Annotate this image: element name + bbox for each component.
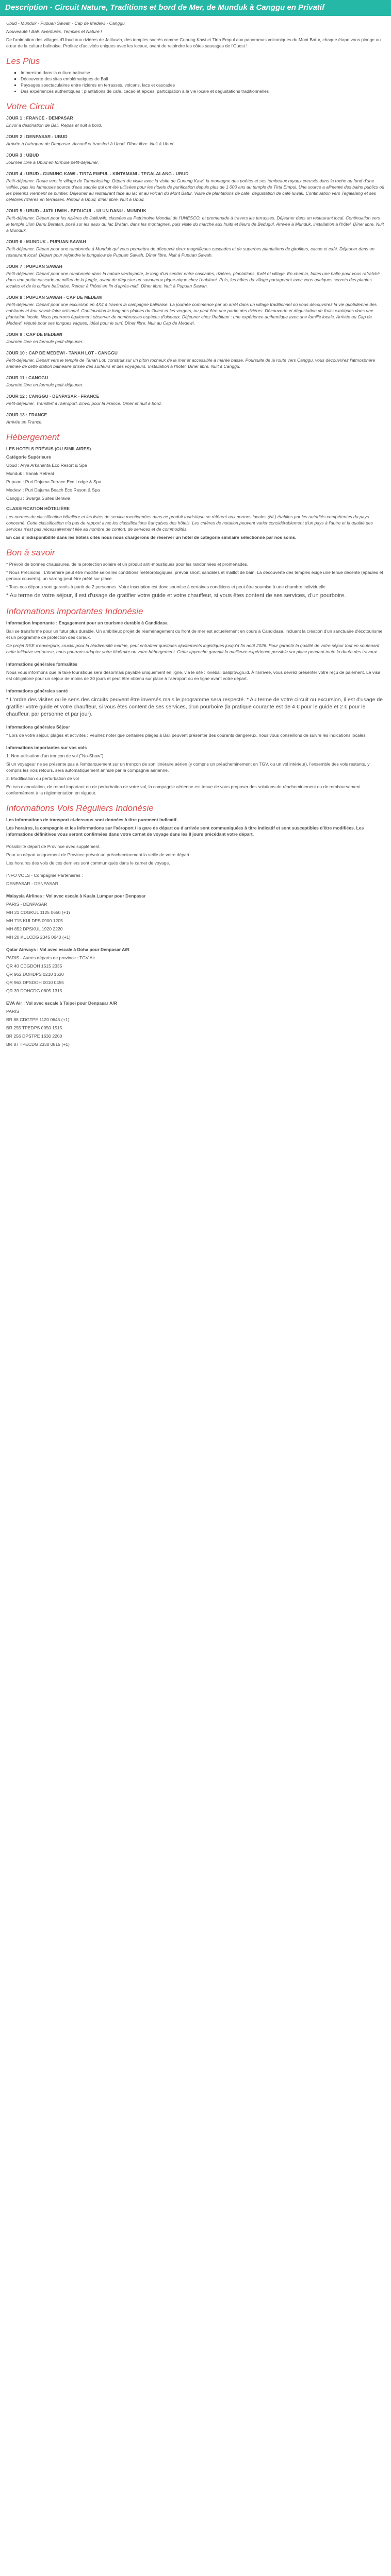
intro-text: De l'animation des villages d'Ubud aux rizières de Jatiluwih, des temples sacrés comme Gunung Kawi et Tirta Empul aux panoramas volcaniques du Mont Batur, chaque étape vous plonge au cœur de la culture balinaise. Profitez d'activités uniques avec les locaux, avant de rejoindre les côtes sauvages de l'Ouest ! xyxy=(6,37,381,48)
section-title-informations: Informations importantes Indonésie xyxy=(6,606,143,616)
flight-line: BR 255 TPEDPS 0950 1515 xyxy=(6,1025,62,1030)
flight-line: MH 715 KULDPS 0900 1205 xyxy=(6,918,63,923)
day-description: Petit-déjeuner. Départ vers le temple de Tanah Lot, construit sur un piton rocheux de la mer et accessible à marée basse. Poursuite de la route vers Canggu, vous découvrirez l'atmosphère animée de cette station balnéaire prisée des surfeurs et des voyageurs. Installation à l'hôtel. Dîner libre. Nuit à Canggu. xyxy=(6,358,376,369)
info-text: Nous vous informons que la taxe touristique sera désormais payable uniquement en ligne, via le site : lovebali.baliprov.go.id. À l'arrivée, vous devrez présenter votre reçu de paiement. Le visa est obligatoire pour un séjour de moins de 30 jours et peut être obtenu sur place à l'aéroport ou en ligne avant votre départ. xyxy=(6,670,381,681)
info-heading-vols: Informations importantes sur vos vols xyxy=(6,745,87,750)
vols-airline-sub: PARIS - DENPASAR xyxy=(6,902,47,907)
info-heading-sante: Informations générales santé xyxy=(6,688,68,693)
section-title-bon-a-savoir: Bon à savoir xyxy=(6,548,55,557)
day-block xyxy=(6,331,385,345)
plus-list xyxy=(6,70,385,94)
info-heading-sejour: Informations générales Séjour xyxy=(6,724,70,730)
day-description: Petit-déjeuner. Départ pour une excursion en 4X4 à travers la campagne balinaise. La journée commence par un arrêt dans un village traditionnel où vous découvrirez la vie quotidienne des habitants et leur savoir-faire artisanal. Continuation le long des plaines du Ouest et les vergers, ou peut-être une partie des rizières. Découverte et dégustation de fruits exotiques dans une plantation locale. Nous pourrons également observer de nombreuses espèces d'oiseaux. Déjeuner chez l'habitant : une expérience authentique avec une famille locale. Arrivée au Cap de Medewi, réputé pour ses longues vagues, idéal pour le surf. Dîner libre. Nuit au Cap de Medewi. xyxy=(6,302,377,326)
day-description: Petit-déjeuner. Transfert à l'aéroport. Envol pour la France. Dîner et nuit à bord. xyxy=(6,401,162,406)
hotel-line: Pupuan : Puri Dajuma Terrace Eco Lodge & Spa xyxy=(6,479,102,484)
day-block xyxy=(6,393,385,406)
hotels-category: Catégorie Supérieure xyxy=(6,454,51,460)
vols-info-title: INFO VOLS - Compagnie Partenaires : xyxy=(6,873,83,878)
day-block xyxy=(6,412,385,425)
day-block xyxy=(6,350,385,369)
day-title: JOUR 4 : UBUD - GUNUNG KAWI - TIRTA EMPUL - KINTAMANI - TEGALALANG - UBUD xyxy=(6,171,189,176)
section-title-hebergement: Hébergement xyxy=(6,432,60,442)
hotel-line: Munduk : Sanak Retreat xyxy=(6,471,54,476)
day-description: Arrivée en France. xyxy=(6,419,43,425)
vols-intro: Les informations de transport ci-dessous sont données à titre purement indicatif. xyxy=(6,817,178,822)
plus-item: ▪ Des expériences authentiques : plantations de café, cacao et épices, participation à la vie locale et dégustations traditionnelles xyxy=(21,88,385,94)
hotels-heading: LES HOTELS PRÉVUS (OU SIMILAIRES) xyxy=(6,446,91,451)
day-description: Petit-déjeuner. Départ pour une randonnée dans la nature verdoyante, le long d'un sentier entre cascades, rizières, plantations, forêt et village. En chemin, faites une halte pour vous rafraîchir dans une petite cascade au milieu de la jungle, avant de déguster un savoureux pique-nique chez l'habitant. Puis, les hôtes du village partageront avec vous quelques secrets des plantes locales et de la culture balinaise. Retour à l'hôtel en fin d'après-midi. Dîner libre. Nuit à Pupuan Sawah. xyxy=(6,271,380,289)
day-title: JOUR 2 : DENPASAR - UBUD xyxy=(6,134,68,139)
section-title-vols: Informations Vols Réguliers Indonésie xyxy=(6,803,154,813)
route-subtitle: Ubud - Munduk - Pupuan Sawah - Cap de Medewi - Canggu xyxy=(6,21,125,26)
bon-text: * Nous Précisons : L'itinéraire peut être modifié selon les conditions météorologiques, prévoir short, sandales et maillot de bain. La découverte des temples exige une tenue décente (épaules et genoux couverts), un sarong peut être prêté sur place. xyxy=(6,570,383,581)
info-block xyxy=(6,620,385,796)
vols-note: Les horaires des vols de ces derniers sont communiqués dans le carnet de voyage. xyxy=(6,860,170,866)
info-text: * L'ordre des visites ou le sens des circuits peuvent être inversés mais le programme sera respecté. * Au terme de votre circuit ou excursion, il est d'usage de gratifier votre guide et votre chauffeur, si vous êtes content de ses services, d'un pourboire (la pratique courante est de 4 € pour le guide et 2 € pour le chauffeur, par personne et par jour). xyxy=(6,697,383,717)
day-title: JOUR 9 : CAP DE MEDEWI xyxy=(6,332,62,337)
day-title: JOUR 6 : MUNDUK - PUPUAN SAWAH xyxy=(6,239,86,244)
day-title: JOUR 5 : UBUD - JATILUWIH - BEDUGUL - ULUN DANU - MUNDUK xyxy=(6,208,146,213)
day-title: JOUR 7 : PUPUAN SAWAH xyxy=(6,264,62,269)
bon-a-savoir-block xyxy=(6,561,385,599)
vols-note: Possibilité départ de Province avec supplément. xyxy=(6,844,101,849)
day-description: Petit-déjeuner. Route vers le village de Tampaksiring. Départ de visite avec la visite de Gunung Kawi, la montagne des poètes et ses tombeaux royaux creusés dans la roche au fond d'une vallée, puis les fameuses source d'eau sacrée qui ont été utilisées pour les rituels de purification depuis plus de 1 000 ans au temple de Tirta Empul. Une source a alimenté des bains publics où les pèlerins viennent se purifier. Déjeuner au restaurant face au lac et au volcan du Mont Batur. Visite de plantations de café, dégustation de café luwak. Continuation vers Tegalalang et ses célèbres rizières en terrasses. Retour à Ubud, dîner libre. Nuit à Ubud. xyxy=(6,178,384,202)
vols-airline-heading: Qatar Airways : Vol avec escale à Doha pour Denpasar A/R xyxy=(6,947,129,952)
page xyxy=(0,0,391,1047)
day-title: JOUR 1 : FRANCE - DENPASAR xyxy=(6,115,73,121)
info-text: * Lors de votre séjour, plages et activités : Veuillez noter que certaines plages à Bali peuvent présenter des courants dangereux, nous vous conseillons de suivre les indications locales. xyxy=(6,733,367,738)
flight-line: MH 21 CDGKUL 1125 0650 (+1) xyxy=(6,910,70,915)
hotels-block xyxy=(6,446,385,501)
vols-route: DENPASAR - DENPASAR xyxy=(6,881,58,886)
info-text: 2. Modification ou perturbation de vol xyxy=(6,776,79,781)
day-title: JOUR 3 : UBUD xyxy=(6,152,39,158)
day-block xyxy=(6,294,385,326)
day-title: JOUR 11 : CANGGU xyxy=(6,375,48,380)
info-heading-formalites: Informations générales formalités xyxy=(6,662,78,667)
vols-block xyxy=(6,817,385,1047)
content xyxy=(0,20,391,1047)
day-description: Journée libre en formule petit-déjeuner. xyxy=(6,382,84,387)
day-block xyxy=(6,263,385,289)
hotel-line: Ubud : Arya Arkananta Eco Resort & Spa xyxy=(6,463,87,468)
day-block xyxy=(6,133,385,147)
vols-airline-sub: PARIS xyxy=(6,1009,20,1014)
bon-text-large: * Au terme de votre séjour, il est d'usage de gratifier votre guide et votre chauffeur, si vous êtes content de ses services, d'un pourboire. xyxy=(6,592,346,599)
flight-line: QR 39 DOHCDG 0805 1315 xyxy=(6,988,62,993)
flight-line: QR 962 DOHDPS 0210 1630 xyxy=(6,972,64,977)
flight-line: MH 852 DPSKUL 1920 2220 xyxy=(6,926,63,931)
plus-item: ▪ Découverte des sites emblématiques de Bali xyxy=(21,76,385,82)
info-text: 1. Non-utilisation d'un tronçon de vol ("No-Show"). xyxy=(6,753,105,758)
classification-block xyxy=(6,505,385,540)
hotel-line: Medewi : Puri Dajuma Beach Eco Resort & Spa xyxy=(6,487,100,493)
day-block xyxy=(6,171,385,202)
day-description: Petit-déjeuner. Départ pour une randonnée à Munduk qui vous permettra de découvrir deux magnifiques cascades et de superbes plantations de girofliers, cacao et café. Déjeuner dans un restaurant local. Départ pour rejoindre le bungalow de Pupuan Sawah. Dîner libre. Nuit à Pupuan Sawah. xyxy=(6,246,374,258)
flight-line: BR 88 CDGTPE 1120 0645 (+1) xyxy=(6,1017,70,1022)
hotel-line: Canggu : Swarga Suites Berawa xyxy=(6,496,71,501)
day-description: Arrivée à l'aéroport de Denpasar. Accueil et transfert à Ubud. Dîner libre. Nuit à Ubud. xyxy=(6,141,175,146)
section-title-plus: Les Plus xyxy=(6,56,40,66)
plus-item: ▪ Immersion dans la culture balinaise xyxy=(21,70,385,76)
vols-airline-heading: EVA Air : Vol avec escale à Taipei pour Denpasar A/R xyxy=(6,1001,117,1006)
day-description: Journée libre en formule petit-déjeuner. xyxy=(6,339,84,344)
day-block xyxy=(6,208,385,233)
classification-text: Les normes de classification hôtelière et les listes de service mentionnées dans ce produit touristique se réfèrent aux normes locales (NL) établies par les autorités compétentes du pays concerné. Cette classification n'a pas de rapport avec les classifications françaises des hôtels. Les critères de notation peuvent varier considérablement d'un pays à l'autre et la qualité des services n'est pas nécessairement liée au nombre de confort, de services et de commodités. xyxy=(6,514,373,532)
classification-note: En cas d'indisponibilité dans les hôtels cités nous nous chargerons de réserver un hôtel de catégorie similaire sélectionné par nos soins. xyxy=(6,535,297,540)
page-title: Description - Circuit Nature, Traditions et bord de Mer, de Munduk à Canggu en Privatif xyxy=(0,0,391,16)
vols-note: Pour un départ uniquement de Province prévoir un préacheminement la veille de votre départ. xyxy=(6,852,191,857)
flight-line: MH 20 KULCDG 2345 0640 (+1) xyxy=(6,935,71,940)
plus-item: ▪ Paysages spectaculaires entre rizières en terrasses, volcans, lacs et cascades xyxy=(21,82,385,88)
day-title: JOUR 8 : PUPUAN SAWAH - CAP DE MEDEWI xyxy=(6,295,103,300)
vols-airline-heading: Malaysia Airlines : Vol avec escale à Kuala Lumpur pour Denpasar xyxy=(6,893,146,899)
info-text: Ce projet RSE d'envergure, crucial pour la biodiversité marine, peut entraîner quelques ajustements logistiques jusqu'à fin août 2026. Pour garantir la qualité de votre séjour tout en soutenant cette initiative vertueuse, nous pourrons adapter votre itinéraire ou votre hébergement. Cette approche garantit la meilleure expérience possible sur place pendant toute la durée des travaux. xyxy=(6,643,380,654)
flight-line: BR 87 TPECDG 2330 0815 (+1) xyxy=(6,1042,70,1047)
day-title: JOUR 12 : CANGGU - DENPASAR - FRANCE xyxy=(6,394,100,399)
info-text: En cas d'annulation, de retard important ou de perturbation de votre vol, la compagnie aérienne est tenue de vous proposer des solutions de réacheminement ou de remboursement conformément à la réglementation en vigueur. xyxy=(6,784,361,795)
day-title: JOUR 13 : FRANCE xyxy=(6,412,47,417)
flight-line: QR 963 DPSDOH 0010 0455 xyxy=(6,980,64,985)
vols-text: Les horaires, la compagnie et les informations sur l'aéroport / la gare de départ ou d'arrivée sont communiquées à titre indicatif et sont susceptibles d'être modifiées. Les informations définitives vous seront confirmées dans votre carnet de voyage dans les 8 jours précédant votre départ. xyxy=(6,825,364,837)
tagline: Nouveauté ! Bali, Aventures, Temples et Nature ! xyxy=(6,29,102,34)
day-block xyxy=(6,152,385,165)
info-text: Bali se transforme pour un futur plus durable. Un ambitieux projet de réaménagement du front de mer est actuellement en cours à Candidasa, incluant la création d'un sanctuaire d'écotourisme et un programme de protection des coraux. xyxy=(6,629,383,640)
vols-airline-sub: PARIS - Autres départs de province : TGV Air xyxy=(6,955,95,960)
bon-text: * Prévoir de bonnes chaussures, de la protection solaire et un produit anti-moustiques pour les randonnées et promenades. xyxy=(6,562,249,567)
info-text: Si un voyageur ne se présente pas à l'embarquement sur un tronçon de son itinéraire aérien (y compris un préacheminement en TGV, ou un vol intérieur), l'ensemble des vols restants, y compris les vols retours, sera automatiquement annulé par la compagnie aérienne. xyxy=(6,761,370,773)
day-block xyxy=(6,115,385,128)
day-title: JOUR 10 : CAP DE MEDEWI - TANAH LOT - CANGGU xyxy=(6,350,118,355)
bon-text: * Tous nos départs sont garantis à partir de 2 personnes. Votre inscription est donc soumise à certaines conditions et peut être soumise à une chambre individuelle. xyxy=(6,584,327,589)
classification-heading: CLASSIFICATION HÔTELIÈRE xyxy=(6,506,70,511)
day-description: Journée libre à Ubud en formule petit-déjeuner. xyxy=(6,160,99,165)
day-description: Envol à destination de Bali. Repas et nuit à bord. xyxy=(6,123,102,128)
section-title-circuit: Votre Circuit xyxy=(6,101,54,111)
info-heading: Information Importante : Engagement pour un tourisme durable à Candidasa xyxy=(6,620,168,625)
day-block xyxy=(6,375,385,388)
day-description: Petit-déjeuner. Départ pour les rizières de Jatiluwih, classées au Patrimoine Mondial de l'UNESCO, et promenade à travers les terrasses. Déjeuner dans un restaurant local. Continuation vers le temple Ulun Danu Beratan, posé sur les eaux du lac Bratan, dans les montagnes, puis visite du marché aux fruits et fleurs de Bedugul. Arrivée à Munduk, installation à l'hôtel. Dîner libre. Nuit à Munduk. xyxy=(6,215,384,233)
flight-line: QR 40 CDGDOH 1515 2335 xyxy=(6,963,62,969)
flight-line: BR 256 DPSTPE 1630 2200 xyxy=(6,1033,62,1039)
day-block xyxy=(6,239,385,258)
